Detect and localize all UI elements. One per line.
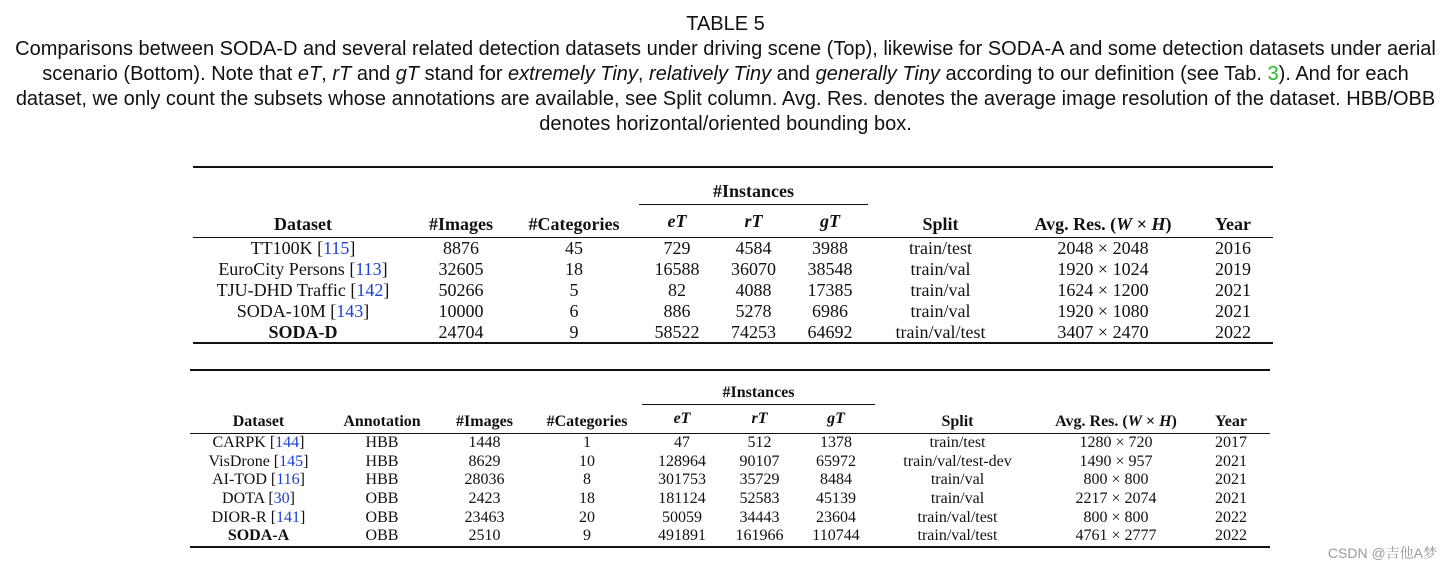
dataset-name: AI-TOD [116] bbox=[212, 471, 305, 489]
header-images: #Images bbox=[437, 370, 532, 434]
split-cell: train/val bbox=[910, 279, 971, 300]
eT-cell: 181124 bbox=[658, 490, 706, 508]
citation-link[interactable]: 142 bbox=[356, 279, 384, 300]
dataset-name: CARPK [144] bbox=[212, 434, 305, 452]
categories-cell: 18 bbox=[565, 259, 583, 280]
driving-datasets-table bbox=[193, 166, 1273, 344]
year-cell: 2021 bbox=[1215, 279, 1251, 300]
dataset-name: DOTA [30] bbox=[222, 490, 295, 508]
annotation-cell: HBB bbox=[365, 434, 399, 452]
watermark: CSDN @吉他A梦 bbox=[1327, 545, 1437, 561]
header-rT: rT bbox=[715, 205, 792, 238]
categories-cell: 45 bbox=[565, 238, 583, 259]
table-row bbox=[193, 259, 1273, 280]
table-caption bbox=[0, 12, 1451, 137]
gT-cell: 8484 bbox=[820, 471, 852, 489]
header-dataset: Dataset bbox=[193, 167, 413, 238]
header-instances: #Instances bbox=[639, 167, 868, 205]
gT-cell: 23604 bbox=[816, 508, 856, 526]
citation-link[interactable]: 30 bbox=[273, 490, 290, 508]
eT-cell: 886 bbox=[663, 300, 691, 321]
year-cell: 2016 bbox=[1215, 238, 1251, 259]
rT-cell: 161966 bbox=[722, 527, 797, 547]
categories-cell: 9 bbox=[532, 527, 642, 547]
resolution-cell: 2048 × 2048 bbox=[1057, 238, 1149, 259]
table-row bbox=[190, 508, 1270, 527]
aerial-datasets-table bbox=[190, 369, 1270, 548]
resolution-cell: 800 × 800 bbox=[1083, 471, 1149, 489]
header-eT: eT bbox=[642, 405, 722, 434]
dataset-name: DIOR-R [141] bbox=[211, 508, 306, 526]
gT-cell: 1378 bbox=[820, 434, 852, 452]
table-row bbox=[193, 238, 1273, 259]
header-split: Split bbox=[868, 167, 1013, 238]
table-row bbox=[190, 453, 1270, 472]
images-cell: 2510 bbox=[437, 527, 532, 547]
split-cell: train/val/test bbox=[875, 527, 1040, 547]
citation-link[interactable]: 116 bbox=[276, 471, 300, 489]
images-cell: 2423 bbox=[468, 490, 501, 508]
header-dataset: Dataset bbox=[190, 370, 327, 434]
dataset-name: VisDrone [145] bbox=[208, 452, 309, 470]
eT-cell: 47 bbox=[674, 434, 690, 452]
split-cell: train/val/test-dev bbox=[903, 452, 1012, 470]
caption-text: Comparisons between SODA-D and several related detection datasets under driving scene (Top), likewise for SODA-A and some detection datasets under aerial scenario (Bottom). Note that eT, rT and gT stand for extremely Tiny, relatively Tiny and generally Tiny according to our definition (see Tab. 3). And for each dataset, we only count the subsets whose annotations are available, see Split column. Avg. Res. denotes the average image resolution of the dataset. HBB/OBB denotes horizontal/oriented bounding box. bbox=[15, 38, 1436, 135]
split-cell: train/test bbox=[909, 238, 972, 259]
gT-cell: 65972 bbox=[816, 452, 856, 470]
eT-cell: 16588 bbox=[654, 259, 700, 280]
gT-cell: 64692 bbox=[792, 321, 868, 343]
images-cell: 1448 bbox=[468, 434, 501, 452]
header-categories: #Categories bbox=[509, 167, 639, 238]
year-cell: 2021 bbox=[1215, 471, 1247, 489]
gT-cell: 3988 bbox=[812, 238, 848, 259]
resolution-cell: 1920 × 1024 bbox=[1057, 259, 1149, 280]
eT-cell: 491891 bbox=[642, 527, 722, 547]
year-cell: 2022 bbox=[1192, 527, 1270, 547]
header-images: #Images bbox=[413, 167, 509, 238]
categories-cell: 18 bbox=[579, 490, 595, 508]
header-avg-res: Avg. Res. (W × H) bbox=[1013, 167, 1193, 238]
dataset-name: SODA-D bbox=[193, 321, 413, 343]
year-cell: 2022 bbox=[1215, 508, 1247, 526]
rT-cell: 74253 bbox=[715, 321, 792, 343]
citation-link[interactable]: 143 bbox=[336, 300, 364, 321]
categories-cell: 8 bbox=[583, 471, 591, 489]
eT-cell: 301753 bbox=[658, 471, 706, 489]
table-row bbox=[193, 300, 1273, 321]
resolution-cell: 1280 × 720 bbox=[1079, 434, 1153, 452]
table-row bbox=[193, 321, 1273, 343]
citation-link[interactable]: 144 bbox=[275, 434, 300, 452]
resolution-cell: 1624 × 1200 bbox=[1057, 279, 1149, 300]
citation-link[interactable]: 145 bbox=[279, 452, 304, 470]
resolution-cell: 4761 × 2777 bbox=[1040, 527, 1192, 547]
images-cell: 10000 bbox=[438, 300, 484, 321]
dataset-name: TT100K [115] bbox=[250, 238, 356, 259]
dataset-name: TJU-DHD Traffic [142] bbox=[216, 279, 390, 300]
images-cell: 28036 bbox=[464, 471, 505, 489]
categories-cell: 9 bbox=[509, 321, 639, 343]
gT-cell: 45139 bbox=[816, 490, 856, 508]
table-row bbox=[190, 471, 1270, 490]
split-cell: train/val bbox=[910, 300, 971, 321]
header-annotation: Annotation bbox=[327, 370, 437, 434]
dataset-name: SODA-10M [143] bbox=[236, 300, 370, 321]
split-cell: train/val/test bbox=[917, 508, 998, 526]
split-cell: train/test bbox=[929, 434, 986, 452]
citation-link[interactable]: 141 bbox=[276, 508, 301, 526]
rT-cell: 512 bbox=[747, 434, 772, 452]
categories-cell: 1 bbox=[583, 434, 591, 452]
split-cell: train/val/test bbox=[868, 321, 1013, 343]
table-row bbox=[190, 527, 1270, 547]
year-cell: 2021 bbox=[1215, 490, 1247, 508]
year-cell: 2022 bbox=[1193, 321, 1273, 343]
table-label: TABLE 5 bbox=[686, 13, 765, 35]
rT-cell: 90107 bbox=[739, 452, 780, 470]
resolution-cell: 1490 × 957 bbox=[1079, 452, 1153, 470]
dataset-name: SODA-A bbox=[190, 527, 327, 547]
rT-cell: 34443 bbox=[739, 508, 780, 526]
gT-cell: 6986 bbox=[812, 300, 848, 321]
eT-cell: 58522 bbox=[639, 321, 715, 343]
split-cell: train/val bbox=[930, 471, 985, 489]
categories-cell: 10 bbox=[579, 452, 595, 470]
gT-cell: 38548 bbox=[807, 259, 853, 280]
annotation-cell: HBB bbox=[365, 452, 399, 470]
images-cell: 50266 bbox=[438, 279, 484, 300]
rT-cell: 35729 bbox=[739, 471, 780, 489]
images-cell: 23463 bbox=[464, 508, 505, 526]
table-row bbox=[193, 280, 1273, 301]
citation-link[interactable]: 113 bbox=[355, 259, 382, 280]
gT-cell: 17385 bbox=[807, 279, 853, 300]
header-gT: gT bbox=[797, 405, 875, 434]
eT-cell: 128964 bbox=[658, 452, 706, 470]
resolution-cell: 2217 × 2074 bbox=[1075, 490, 1157, 508]
resolution-cell: 3407 × 2470 bbox=[1013, 321, 1193, 343]
images-cell: 8876 bbox=[443, 238, 479, 259]
resolution-cell: 1920 × 1080 bbox=[1057, 300, 1149, 321]
header-instances: #Instances bbox=[642, 370, 875, 405]
table-row bbox=[190, 434, 1270, 453]
annotation-cell: HBB bbox=[365, 471, 399, 489]
eT-cell: 82 bbox=[668, 279, 686, 300]
header-year: Year bbox=[1192, 370, 1270, 434]
rT-cell: 5278 bbox=[735, 300, 772, 321]
year-cell: 2019 bbox=[1215, 259, 1251, 280]
eT-cell: 729 bbox=[663, 238, 691, 259]
split-cell: train/val bbox=[930, 490, 985, 508]
annotation-cell: OBB bbox=[327, 527, 437, 547]
resolution-cell: 800 × 800 bbox=[1083, 508, 1149, 526]
dataset-name: EuroCity Persons [113] bbox=[218, 259, 388, 280]
images-cell: 24704 bbox=[413, 321, 509, 343]
year-cell: 2021 bbox=[1215, 452, 1247, 470]
eT-cell: 50059 bbox=[662, 508, 702, 526]
header-year: Year bbox=[1193, 167, 1273, 238]
gT-cell: 110744 bbox=[797, 527, 875, 547]
categories-cell: 5 bbox=[569, 279, 579, 300]
header-rT: rT bbox=[722, 405, 797, 434]
split-cell: train/val bbox=[910, 259, 971, 280]
header-eT: eT bbox=[639, 205, 715, 238]
rT-cell: 4088 bbox=[735, 279, 772, 300]
table-row bbox=[190, 490, 1270, 509]
header-avg-res: Avg. Res. (W × H) bbox=[1040, 370, 1192, 434]
categories-cell: 6 bbox=[569, 300, 579, 321]
rT-cell: 4584 bbox=[735, 238, 772, 259]
annotation-cell: OBB bbox=[365, 508, 399, 526]
header-gT: gT bbox=[792, 205, 868, 238]
year-cell: 2017 bbox=[1215, 434, 1247, 452]
images-cell: 8629 bbox=[468, 452, 501, 470]
rT-cell: 52583 bbox=[739, 490, 780, 508]
header-split: Split bbox=[875, 370, 1040, 434]
images-cell: 32605 bbox=[438, 259, 484, 280]
header-categories: #Categories bbox=[532, 370, 642, 434]
annotation-cell: OBB bbox=[365, 490, 399, 508]
rT-cell: 36070 bbox=[731, 259, 776, 280]
year-cell: 2021 bbox=[1215, 300, 1251, 321]
citation-link[interactable]: 115 bbox=[323, 238, 350, 259]
categories-cell: 20 bbox=[579, 508, 595, 526]
table-ref-link[interactable]: 3 bbox=[1267, 63, 1279, 85]
